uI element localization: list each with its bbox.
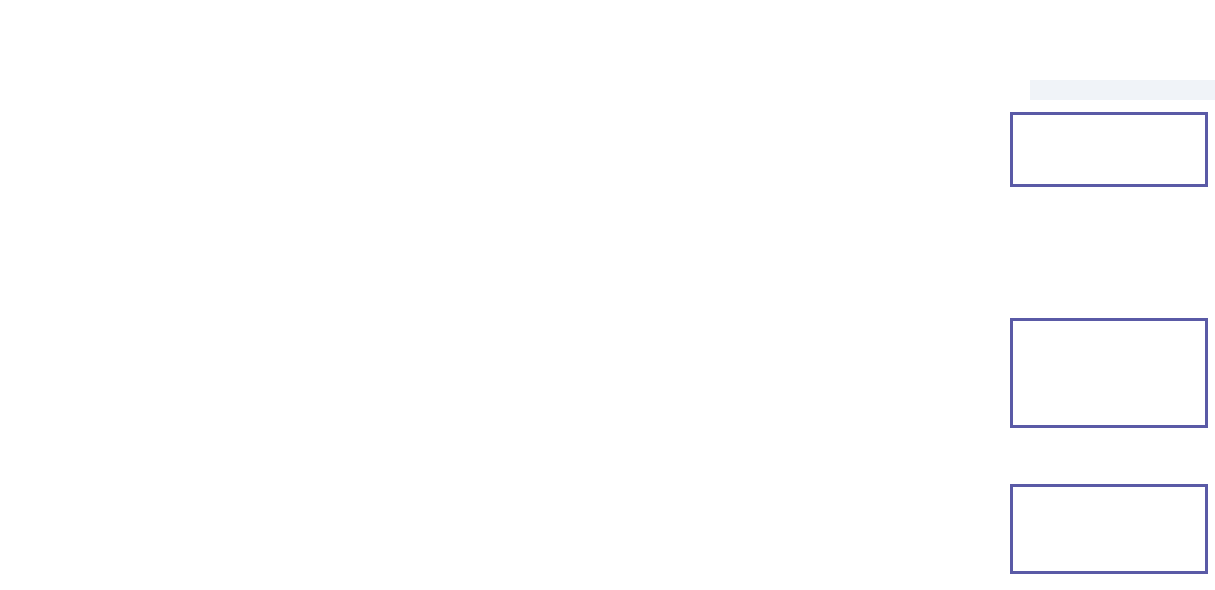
ghost-menu-item bbox=[1030, 80, 1215, 100]
note-chacara-01 bbox=[1010, 318, 1208, 428]
note-chacara-02 bbox=[1010, 112, 1208, 187]
note-chacara-2-110a bbox=[1010, 484, 1208, 574]
